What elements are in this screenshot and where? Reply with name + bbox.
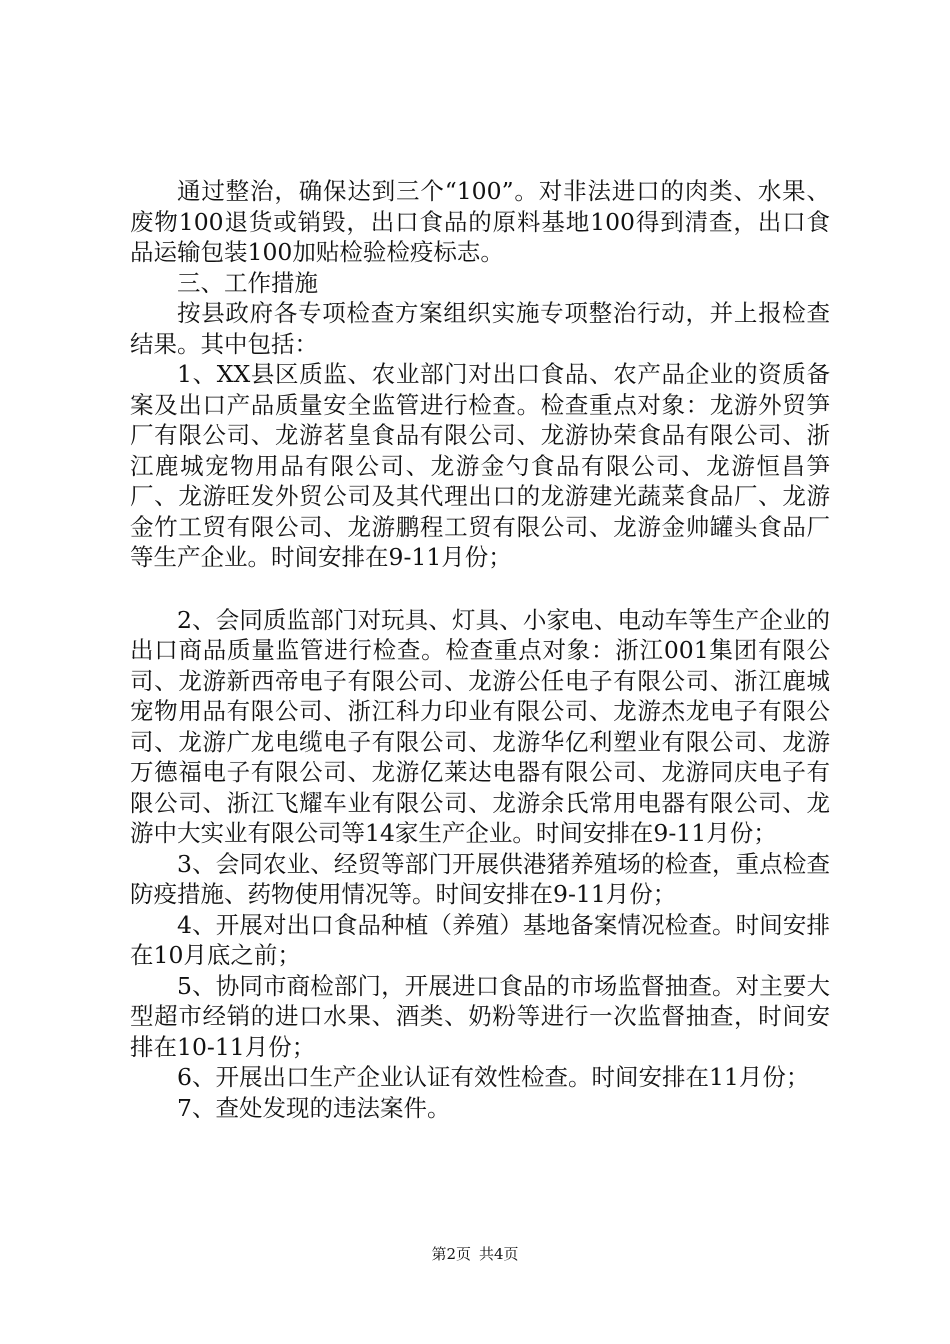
list-item-3: 3、会同农业、经贸等部门开展供港猪养殖场的检查，重点检查防疫措施、药物使用情况等。时间安排在9-11月份； [130,849,830,908]
list-item-5: 5、协同市商检部门，开展进口食品的市场监督抽查。对主要大型超市经销的进口水果、酒类、奶粉等进行一次监督抽查，时间安排在10-11月份； [130,971,830,1061]
document-body [130,176,830,1123]
list-item-7: 7、查处发现的违法案件。 [177,1093,451,1122]
list-item-1: 1、XX县区质监、农业部门对出口食品、农产品企业的资质备案及出口产品质量安全监管进行检查。检查重点对象：龙游外贸笋厂有限公司、龙游茗皇食品有限公司、龙游协荣食品有限公司、浙江鹿城宠物用品有限公司、龙游金勺食品有限公司、龙游恒昌笋厂、龙游旺发外贸公司及其代理出口的龙游建光蔬菜食品厂、龙游金竹工贸有限公司、龙游鹏程工贸有限公司、龙游金帅罐头食品厂等生产企业。时间安排在9-11月份； [130,360,830,571]
list-item-4: 4、开展对出口食品种植（养殖）基地备案情况检查。时间安排在10月底之前； [130,910,830,969]
paragraph-goal: 通过整治，确保达到三个“100”。对非法进口的肉类、水果、废物100退货或销毁，出口食品的原料基地100得到清查，出口食品运输包装100加贴检验检疫标志。 [130,177,830,266]
section-heading-measures: 三、工作措施 [177,268,318,297]
list-item-2: 2、会同质监部门对玩具、灯具、小家电、电动车等生产企业的出口商品质量监管进行检查。检查重点对象：浙江001集团有限公司、龙游新西帝电子有限公司、龙游公任电子有限公司、浙江鹿城宠物用品有限公司、浙江科力印业有限公司、龙游杰龙电子有限公司、龙游广龙电缆电子有限公司、龙游华亿利塑业有限公司、龙游万德福电子有限公司、龙游亿莱达电器有限公司、龙游同庆电子有限公司、浙江飞耀车业有限公司、龙游余氏常用电器有限公司、龙游中大实业有限公司等14家生产企业。时间安排在9-11月份； [130,605,830,847]
page-footer [0,1243,950,1264]
page-total: 共4页 [479,1245,519,1263]
page-number: 第2页 [431,1245,471,1263]
paragraph-intro: 按县政府各专项检查方案组织实施专项整治行动，并上报检查结果。其中包括： [130,299,830,358]
list-item-6: 6、开展出口生产企业认证有效性检查。时间安排在11月份； [177,1063,810,1091]
